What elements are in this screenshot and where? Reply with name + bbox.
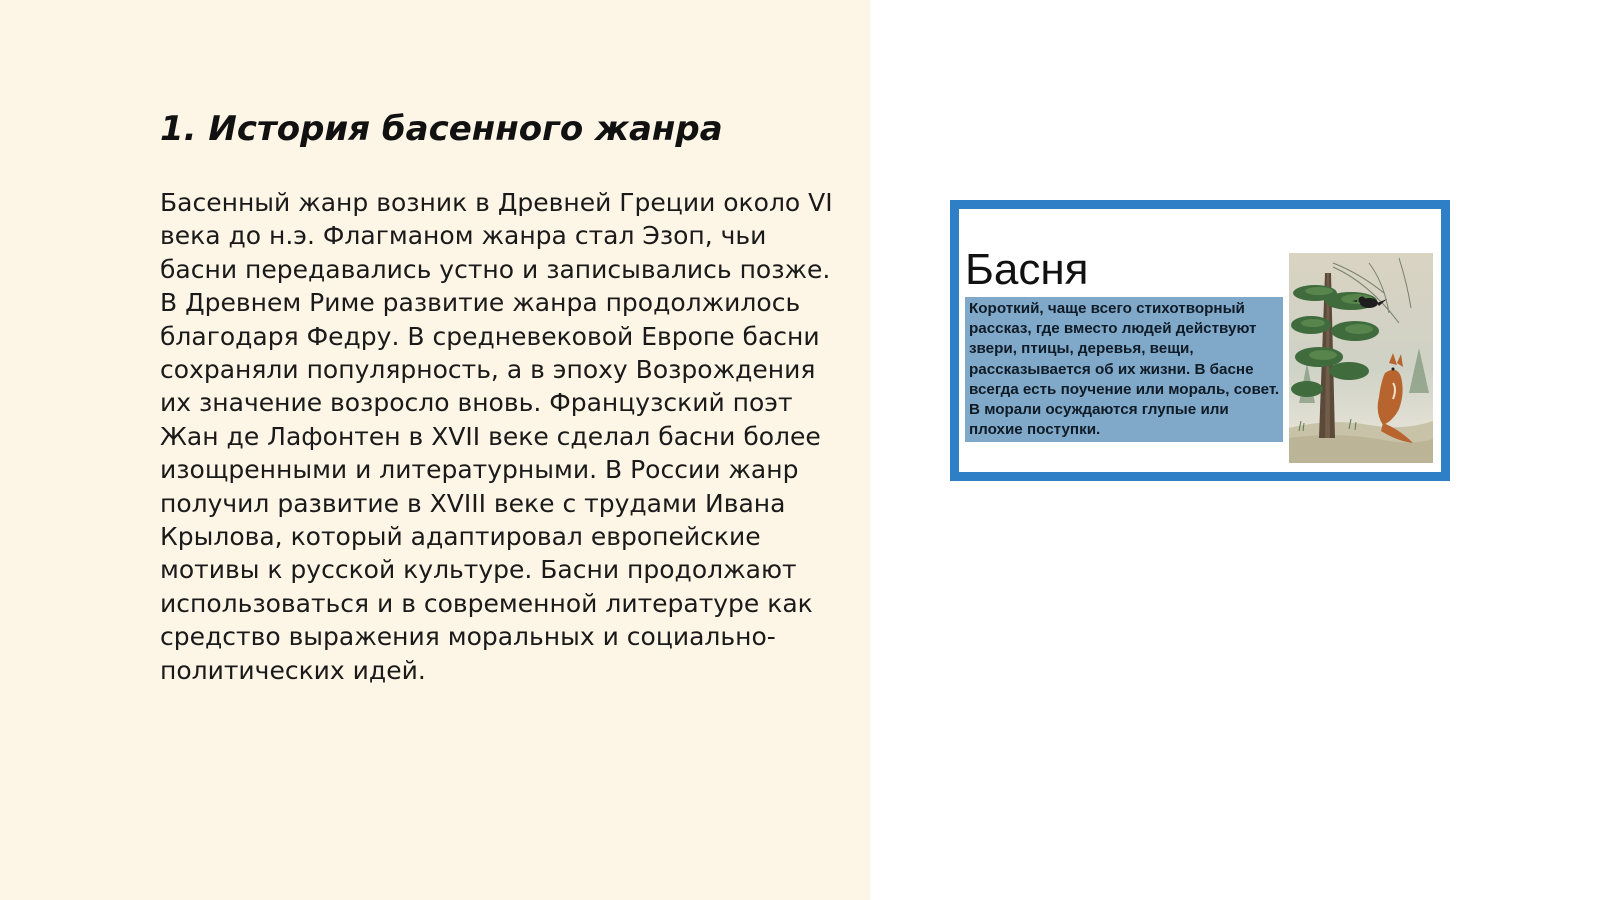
card-title: Басня	[965, 245, 1089, 294]
slide-body-text: Басенный жанр возник в Древней Греции около VI века до н.э. Флагманом жанра стал Эзоп, чьи басни передавались устно и записывались позже. В Древнем Риме развитие жанра продолжилось благодаря Федру. В средневековой Европе басни сохраняли популярность, а в эпоху Возрождения их значение возросло вновь. Французский поэт Жан де Лафонтен в XVII веке сделал басни более изощренными и литературными. В России жанр получил развитие в XVIII веке с трудами Ивана Крылова, который адаптировал европейские мотивы к русской культуре. Басни продолжают использоваться и в современной литературе как средство выражения моральных и социально-политических идей.	[160, 188, 833, 685]
crow-and-fox-illustration	[1289, 253, 1433, 463]
fable-definition-card	[950, 200, 1450, 481]
slide-title: 1. История басенного жанра	[160, 109, 723, 149]
card-definition: Короткий, чаще всего стихотворный рассказ, где вместо людей действуют звери, птицы, деревья, вещи, рассказывается об их жизни. В басне всегда есть поучение или мораль, совет. В морали осуждаются глупые или плохие поступки.	[965, 297, 1283, 442]
